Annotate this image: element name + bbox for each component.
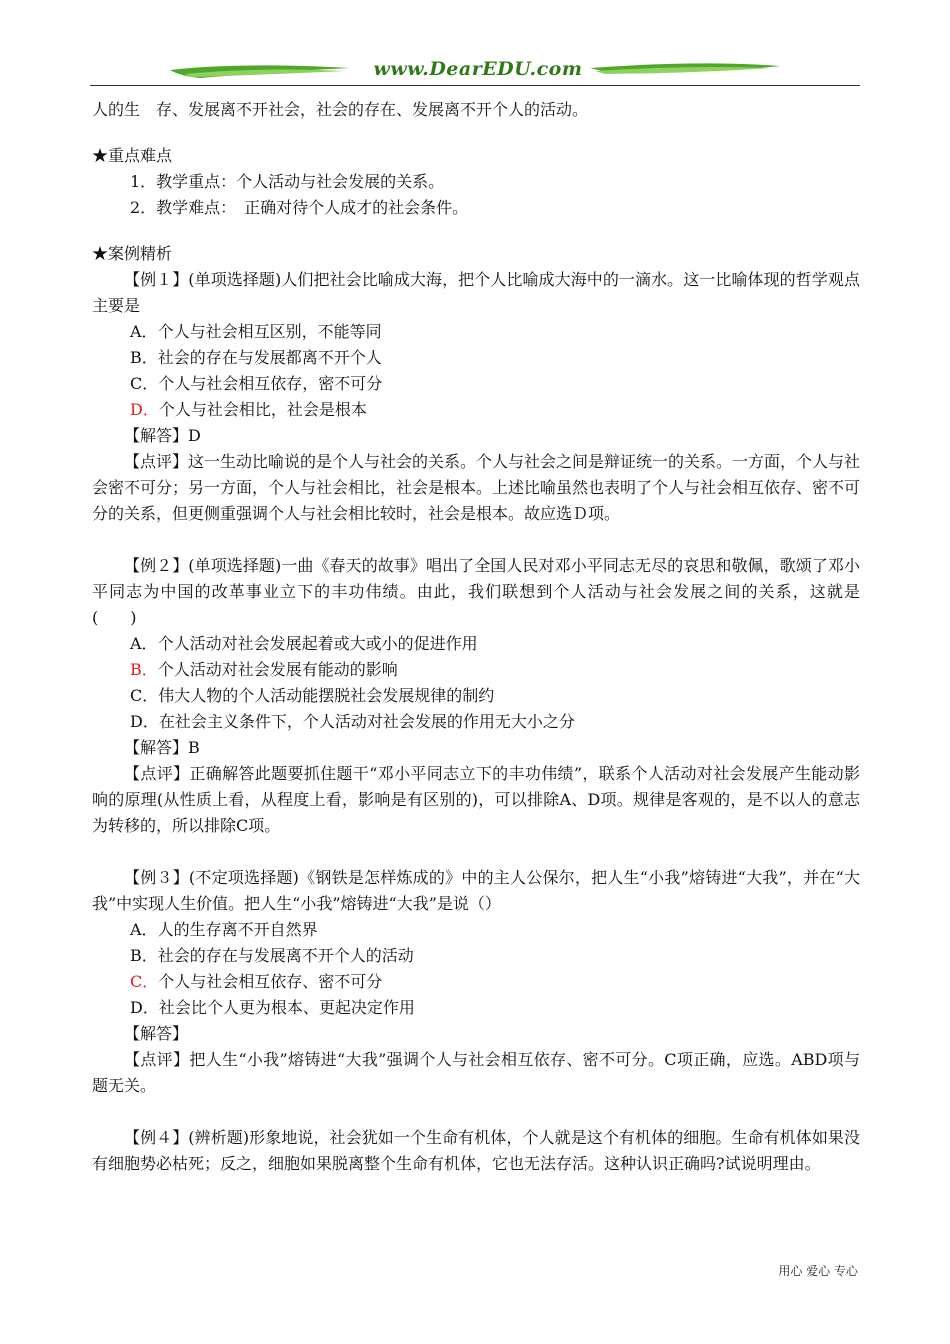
header-divider bbox=[90, 85, 860, 86]
site-logo-text[interactable]: www.DearEDU.com bbox=[373, 58, 583, 80]
ex3-option-b: B．社会的存在与发展离不开个人的活动 bbox=[130, 946, 414, 965]
ex3-option-c: C．个人与社会相互依存、密不可分 bbox=[130, 972, 383, 991]
ex1-correct-letter: D． bbox=[130, 400, 159, 419]
ex4-question: 【例４】(辨析题)形象地说，社会犹如一个生命有机体，个人就是这个有机体的细胞。生命有机体如果没有细胞势必枯死；反之，细胞如果脱离整个生命有机体，它也无法存活。这种认识正确吗?试说明理由。 bbox=[92, 1128, 860, 1173]
ex2-answer: 【解答】B bbox=[124, 738, 200, 757]
page-footer: 用心 爱心 专心 bbox=[778, 1264, 858, 1278]
ex1-question: 【例１】(单项选择题)人们把社会比喻成大海，把个人比喻成大海中的一滴水。这一比喻体现的哲学观点主要是 bbox=[92, 270, 860, 315]
ex2-option-b: B．个人活动对社会发展有能动的影响 bbox=[130, 660, 398, 679]
ex1-option-c: C．个人与社会相互依存，密不可分 bbox=[130, 374, 383, 393]
intro-text: 人的生 存、发展离不开社会，社会的存在、发展离不开个人的活动。 bbox=[92, 100, 589, 119]
ex1-comment: 【点评】这一生动比喻说的是个人与社会的关系。个人与社会之间是辩证统一的关系。一方面，个人与社会密不可分；另一方面，个人与社会相比，社会是根本。上述比喻虽然也表明了个人与社会相互依存、密不可分的关系，但更侧重强调个人与社会相比较时，社会是根本。故应选Ｄ项。 bbox=[92, 452, 861, 523]
ex1-answer: 【解答】D bbox=[124, 426, 201, 445]
ex1-option-a: A．个人与社会相互区别，不能等同 bbox=[130, 322, 382, 341]
ex3-option-d: D．社会比个人更为根本、更起决定作用 bbox=[130, 998, 415, 1017]
document-body bbox=[92, 97, 893, 1177]
ex2-option-c: C．伟大人物的个人活动能摆脱社会发展规律的制约 bbox=[130, 686, 495, 705]
ex1-option-b: B．社会的存在与发展都离不开个人 bbox=[130, 348, 382, 367]
ex3-option-a: A．人的生存离不开自然界 bbox=[130, 920, 318, 939]
ex3-question: 【例３】(不定项选择题)《钢铁是怎样炼成的》中的主人公保尔，把人生“小我”熔铸进“大我”，并在“大我”中实现人生价值。把人生“小我”熔铸进“大我”是说（） bbox=[92, 868, 860, 913]
page-header bbox=[90, 58, 860, 90]
ex3-comment: 【点评】把人生“小我”熔铸进“大我”强调个人与社会相互依存、密不可分。C项正确，应选。ABD项与题无关。 bbox=[92, 1050, 860, 1095]
ex2-option-a: A．个人活动对社会发展起着或大或小的促进作用 bbox=[130, 634, 478, 653]
ex2-question: 【例２】(单项选择题)一曲《春天的故事》唱出了全国人民对邓小平同志无尽的哀思和敬佩，歌颂了邓小平同志为中国的改革事业立下的丰功伟绩。由此，我们联想到个人活动与社会发展之间的关系，这就是 ( ) bbox=[92, 556, 893, 627]
key-point-1: 1．教学重点：个人活动与社会发展的关系。 bbox=[130, 172, 445, 191]
ex3-answer: 【解答】 bbox=[124, 1024, 189, 1043]
key-points-heading: ★重点难点 bbox=[92, 146, 173, 165]
ex2-correct-letter: B． bbox=[130, 660, 158, 679]
ex3-correct-letter: C． bbox=[130, 972, 159, 991]
cases-heading: ★案例精析 bbox=[92, 244, 173, 263]
ex2-comment: 【点评】正确解答此题要抓住题干“邓小平同志立下的丰功伟绩”，联系个人活动对社会发展产生能动影响的原理(从性质上看，从程度上看，影响是有区别的)，可以排除A、D项。规律是客观的，是不以人的意志为转移的，所以排除C项。 bbox=[92, 764, 860, 835]
key-point-2: 2．教学难点： 正确对待个人成才的社会条件。 bbox=[130, 198, 469, 217]
ex2-option-d: D．在社会主义条件下，个人活动对社会发展的作用无大小之分 bbox=[130, 712, 575, 731]
ex1-option-d: D．个人与社会相比，社会是根本 bbox=[130, 400, 367, 419]
